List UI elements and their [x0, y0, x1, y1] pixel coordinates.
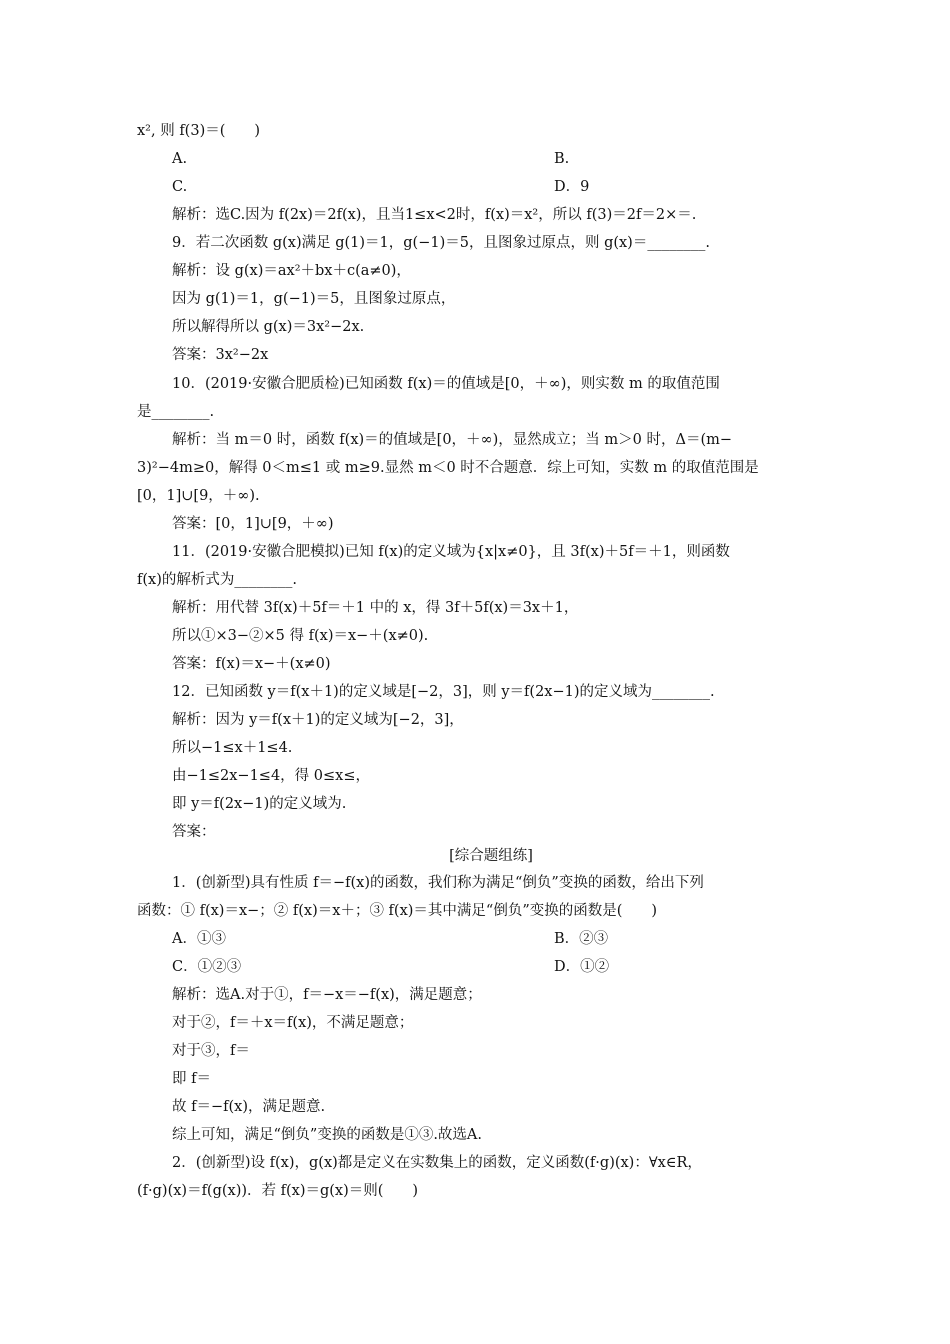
text-line [0, 567, 950, 594]
text: 故 f＝−f(x)，满足题意. [172, 1099, 326, 1115]
text-line [0, 118, 950, 145]
text: 由−1≤2x−1≤4，得 0≤x≤， [172, 768, 370, 784]
text: 是________. [137, 404, 215, 420]
text-line [0, 1178, 950, 1205]
text-line [0, 483, 950, 510]
text-line [0, 399, 950, 426]
option-c: C．①②③ [172, 959, 242, 975]
text: 解析：用代替 3f(x)＋5f＝＋1 中的 x，得 3f＋5f(x)＝3x＋1， [172, 600, 579, 616]
text: 答案：[0，1]∪[9，＋∞) [172, 516, 334, 532]
text: 答案：3x²−2x [172, 347, 269, 363]
text-line [0, 1038, 950, 1065]
option-d: D．9 [554, 179, 590, 195]
text: x², 则 f(3)＝( ) [137, 123, 261, 139]
option-d: D．①② [554, 959, 610, 975]
text-line [0, 763, 950, 790]
text: 对于②，f＝＋x＝f(x)，不满足题意； [172, 1015, 414, 1031]
question-line [0, 679, 950, 706]
option-row [0, 174, 950, 201]
text: 答案：f(x)＝x−＋(x≠0) [172, 656, 331, 672]
option-b: B. [554, 151, 570, 167]
option-row [0, 146, 950, 173]
text: 即 y＝f(2x−1)的定义域为. [172, 796, 347, 812]
text: 3)²−4m≥0，解得 0＜m≤1 或 m≥9.显然 m＜0 时不合题意．综上可知，实数 m 的取值范围是 [137, 460, 759, 476]
text-line [0, 1010, 950, 1037]
text: 所以−1≤x＋1≤4. [172, 740, 293, 756]
option-a: A．①③ [172, 931, 226, 947]
text: 解析：选A.对于①，f＝−x＝−f(x)，满足题意； [172, 987, 482, 1003]
text: 2．(创新型)设 f(x)，g(x)都是定义在实数集上的函数，定义函数(f·g)(x)：∀x∈R， [172, 1155, 702, 1171]
section-heading [0, 843, 950, 870]
text-line [0, 623, 950, 650]
option-row [0, 926, 950, 953]
answer-line [0, 342, 950, 369]
text-line [0, 1122, 950, 1149]
text: 所以①×3−②×5 得 f(x)＝x−＋(x≠0). [172, 628, 429, 644]
option-b: B．②③ [554, 931, 609, 947]
answer-line [0, 651, 950, 678]
text: 10．(2019·安徽合肥质检)已知函数 f(x)＝的值域是[0，＋∞)，则实数 m 的取值范围 [172, 376, 720, 392]
text-line [0, 707, 950, 734]
text-line [0, 791, 950, 818]
heading-text: [综合题组练] [449, 848, 533, 864]
text-line [0, 314, 950, 341]
text: 所以解得所以 g(x)＝3x²−2x. [172, 319, 365, 335]
text: [0，1]∪[9，＋∞). [137, 488, 260, 504]
text-line [0, 898, 950, 925]
option-a: A. [172, 151, 188, 167]
text: 1．(创新型)具有性质 f＝−f(x)的函数，我们称为满足“倒负”变换的函数，给出下列 [172, 875, 704, 891]
text: 解析：设 g(x)＝ax²＋bx＋c(a≠0)， [172, 263, 411, 279]
text-line [0, 735, 950, 762]
text-line [0, 1066, 950, 1093]
answer-line [0, 511, 950, 538]
text: 即 f＝ [172, 1071, 211, 1087]
text: 因为 g(1)＝1，g(−1)＝5，且图象过原点， [172, 291, 456, 307]
text-line [0, 455, 950, 482]
text: 9．若二次函数 g(x)满足 g(1)＝1，g(−1)＝5，且图象过原点，则 g(x)＝________. [172, 235, 710, 251]
text: f(x)的解析式为________. [137, 572, 297, 588]
text: 对于③，f＝ [172, 1043, 250, 1059]
text-line [0, 202, 950, 229]
option-c: C. [172, 179, 188, 195]
question-line [0, 230, 950, 257]
text: 解析：当 m＝0 时，函数 f(x)＝的值域是[0，＋∞)，显然成立；当 m＞0 时，Δ＝(m− [172, 432, 732, 448]
question-line [0, 371, 950, 398]
option-row [0, 954, 950, 981]
text-line [0, 1094, 950, 1121]
text: 综上可知，满足“倒负”变换的函数是①③.故选A. [172, 1127, 483, 1143]
question-line [0, 870, 950, 897]
text: 解析：选C.因为 f(2x)＝2f(x)，且当1≤x<2时，f(x)＝x²，所以 f(3)＝2f＝2×＝. [172, 207, 697, 223]
text: (f·g)(x)＝f(g(x))．若 f(x)＝g(x)＝则( ) [137, 1183, 419, 1199]
text-line [0, 258, 950, 285]
text: 答案： [172, 824, 216, 840]
question-line [0, 1150, 950, 1177]
text: 11．(2019·安徽合肥模拟)已知 f(x)的定义域为{x|x≠0}，且 3f(x)＋5f＝＋1，则函数 [172, 544, 730, 560]
question-line [0, 539, 950, 566]
text-line [0, 982, 950, 1009]
text: 12．已知函数 y＝f(x＋1)的定义域是[−2，3]，则 y＝f(2x−1)的定义域为________. [172, 684, 715, 700]
text-line [0, 427, 950, 454]
answer-line [0, 819, 950, 846]
text-line [0, 595, 950, 622]
text: 函数：① f(x)＝x−；② f(x)＝x＋；③ f(x)＝其中满足“倒负”变换的函数是( ) [137, 903, 658, 919]
text-line [0, 286, 950, 313]
text: 解析：因为 y＝f(x＋1)的定义域为[−2，3]， [172, 712, 464, 728]
